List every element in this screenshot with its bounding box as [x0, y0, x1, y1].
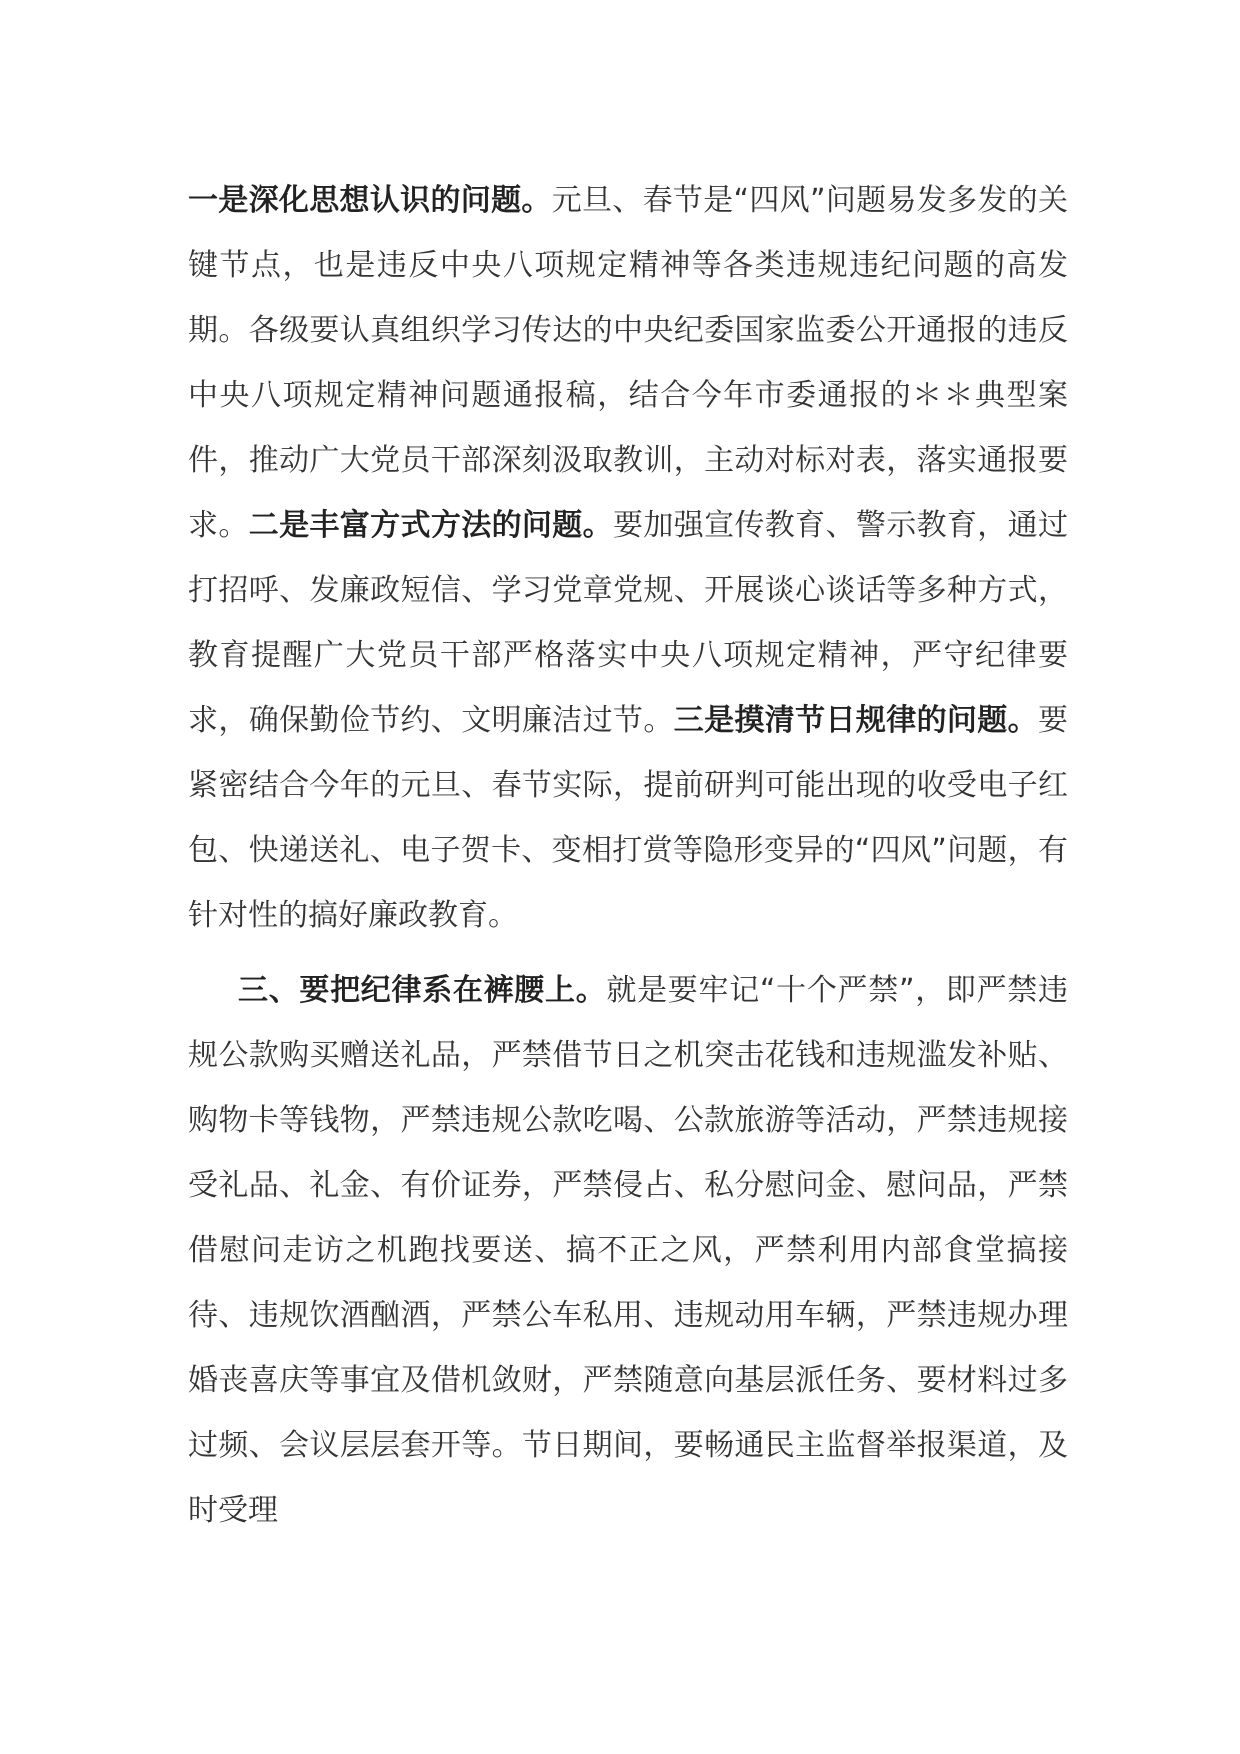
point-2-body: 要加强宣传教育、警示教育，通过打招呼、发廉政短信、学习党章党规、开展谈心谈话等多种方式，教育提醒广大党员干部严格落实中央八项规定精神，严守纪律要求，确保勤俭节约、文明廉洁过节。: [188, 508, 1069, 738]
document-page: [188, 168, 1068, 1543]
point-1-body: 元旦、春节是“四风”问题易发多发的关键节点，也是违反中央八项规定精神等各类违规违纪问题的高发期。各级要认真组织学习传达的中央纪委国家监委公开通报的违反中央八项规定精神问题通报稿，结合今年市委通报的＊＊典型案件，推动广大党员干部深刻汲取教训，主动对标对表，落实通报要求。: [188, 183, 1068, 543]
paragraph-three-points: [188, 168, 1068, 948]
section-3-body: 就是要牢记“十个严禁”，即严禁违规公款购买赠送礼品，严禁借节日之机突击花钱和违规滥发补贴、购物卡等钱物，严禁违规公款吃喝、公款旅游等活动，严禁违规接受礼品、礼金、有价证券，严禁侵占、私分慰问金、慰问品，严禁借慰问走访之机跑找要送、搞不正之风，严禁利用内部食堂搞接待、违规饮酒酗酒，严禁公车私用、违规动用车辆，严禁违规办理婚丧喜庆等事宜及借机敛财，严禁随意向基层派任务、要材料过多过频、会议层层套开等。节日期间，要畅通民主监督举报渠道，及时受理: [188, 973, 1068, 1528]
point-3-heading: 三是摸清节日规律的问题。: [673, 703, 1039, 738]
point-1-heading: 一是深化思想认识的问题。: [188, 183, 552, 218]
section-3-heading: 三、要把纪律系在裤腰上。: [238, 973, 607, 1008]
paragraph-discipline: [188, 958, 1068, 1543]
point-2-heading: 二是丰富方式方法的问题。: [248, 508, 614, 543]
point-3-body: 要紧密结合今年的元旦、春节实际，提前研判可能出现的收受电子红包、快递送礼、电子贺卡、变相打赏等隐形变异的“四风”问题，有针对性的搞好廉政教育。: [188, 703, 1069, 933]
